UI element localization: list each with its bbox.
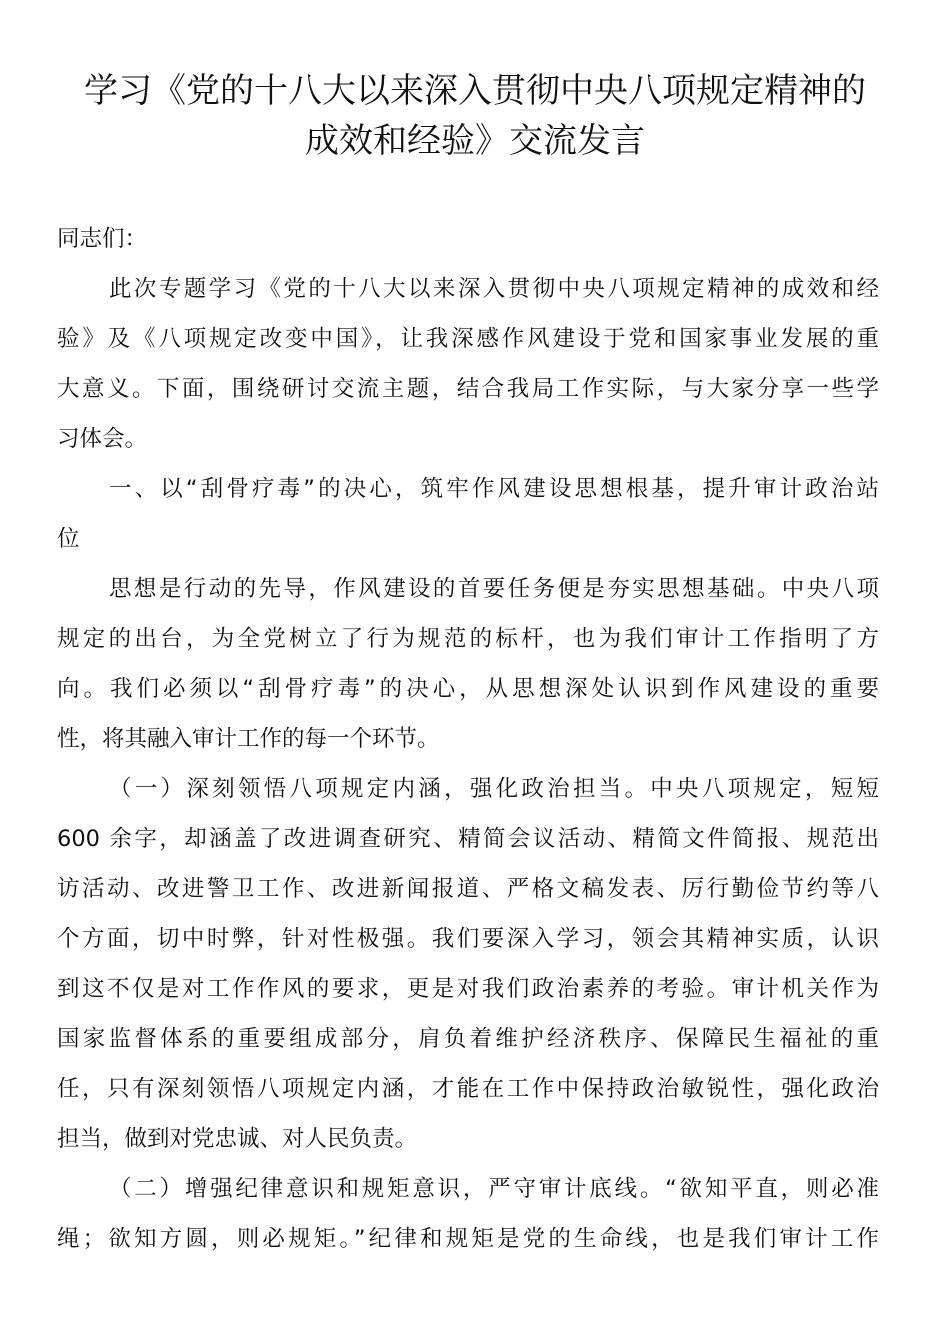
paragraph-line: 担当，做到对党忠诚、对人民负责。 [57,1126,418,1152]
document-body [57,214,879,1264]
salutation: 同志们： [57,226,148,252]
paragraph-line: 验》及《八项规定改变中国》，让我深感作风建设于党和国家事业发展的重 [57,326,879,352]
paragraph-line: 国家监督体系的重要组成部分，肩负着维护经济秩序、保障民生福祉的重 [57,1026,879,1052]
paragraph-line: 个方面，切中时弊，针对性极强。我们要深入学习，领会其精神实质，认识 [57,926,879,952]
paragraph-line: （二）增强纪律意识和规矩意识，严守审计底线。“欲知平直，则必准 [109,1176,879,1202]
paragraph-line: 任，只有深刻领悟八项规定内涵，才能在工作中保持政治敏锐性，强化政治 [57,1076,879,1102]
paragraph-line: 规定的出台，为全党树立了行为规范的标杆，也为我们审计工作指明了方 [57,626,879,652]
paragraph-line: 到这不仅是对工作作风的要求，更是对我们政治素养的考验。审计机关作为 [57,976,879,1002]
paragraph-line: 向。我们必须以“刮骨疗毒”的决心，从思想深处认识到作风建设的重要 [57,676,879,702]
paragraph-line: 习体会。 [57,426,148,452]
paragraph-line: 600 余字，却涵盖了改进调查研究、精简会议活动、精简文件简报、规范出 [57,826,879,852]
paragraph-line: 思想是行动的先导，作风建设的首要任务便是夯实思想基础。中央八项 [109,576,879,602]
paragraph-line: 访活动、改进警卫工作、改进新闻报道、严格文稿发表、厉行勤俭节约等八 [57,876,879,902]
section-heading-line: 一、以“刮骨疗毒”的决心，筑牢作风建设思想根基，提升审计政治站 [109,476,879,502]
document-title-line-1: 学习《党的十八大以来深入贯彻中央八项规定精神的 [84,71,866,111]
document-title-line-2: 成效和经验》交流发言 [305,121,645,161]
paragraph-line: （一）深刻领悟八项规定内涵，强化政治担当。中央八项规定，短短 [109,776,879,802]
paragraph-line: 绳；欲知方圆，则必规矩。”纪律和规矩是党的生命线，也是我们审计工作 [57,1226,879,1252]
paragraph-line: 此次专题学习《党的十八大以来深入贯彻中央八项规定精神的成效和经 [109,276,879,302]
paragraph-line: 大意义。下面，围绕研讨交流主题，结合我局工作实际，与大家分享一些学 [57,376,879,402]
section-heading-line: 位 [57,526,80,552]
paragraph-line: 性，将其融入审计工作的每一个环节。 [57,726,440,752]
